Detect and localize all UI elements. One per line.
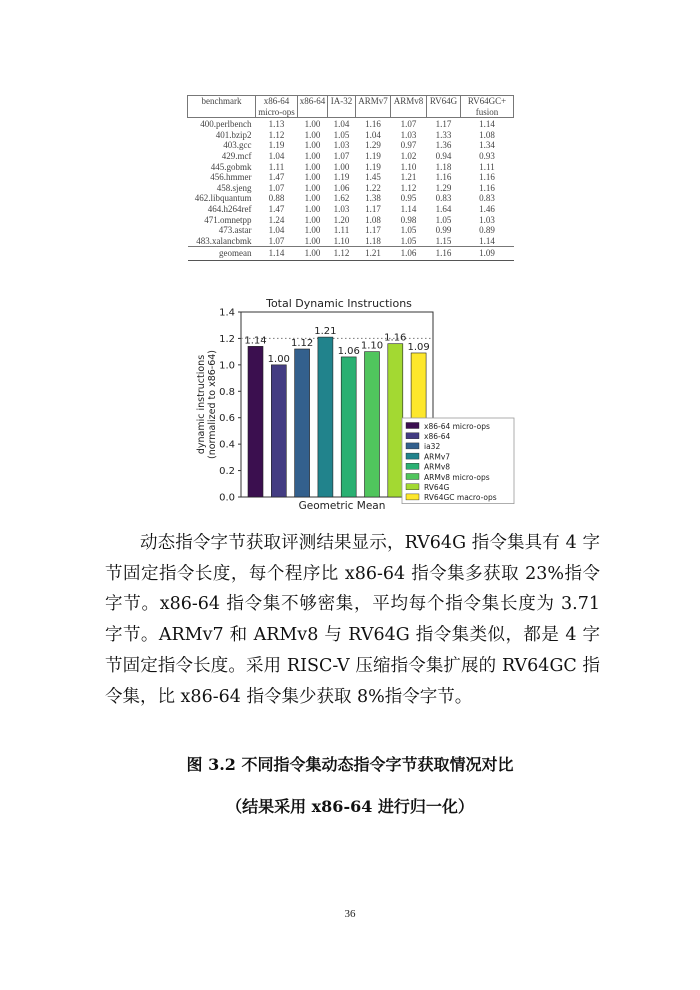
benchmark-data-table bbox=[187, 95, 514, 261]
body-paragraph-block bbox=[105, 528, 600, 712]
column-header: x86-64 micro-ops bbox=[256, 96, 298, 118]
value-cell: 1.19 bbox=[365, 161, 381, 172]
benchmark-name-cell: 400.perlbench bbox=[200, 119, 252, 130]
chart-svg bbox=[190, 294, 520, 519]
column-header: benchmark bbox=[188, 96, 256, 118]
value-cell: 1.12 bbox=[400, 182, 417, 193]
bar-armv8-micro-ops bbox=[365, 352, 380, 497]
benchmark-name-cell: 429.mcf bbox=[221, 150, 252, 161]
value-cell: 1.03 bbox=[400, 129, 417, 140]
value-cell: 1.14 bbox=[479, 235, 495, 246]
table-row bbox=[188, 225, 514, 236]
value-cell: 1.13 bbox=[268, 119, 285, 130]
legend-swatch bbox=[406, 423, 419, 429]
benchmark-table bbox=[187, 95, 513, 261]
value-cell: 1.15 bbox=[435, 235, 452, 246]
table-header bbox=[188, 96, 514, 118]
value-cell: 1.17 bbox=[365, 203, 381, 214]
benchmark-name-cell: 456.hmmer bbox=[210, 172, 252, 183]
value-cell: 1.05 bbox=[333, 129, 350, 140]
x-axis-label: Geometric Mean bbox=[298, 500, 386, 512]
value-cell: 1.00 bbox=[304, 193, 321, 204]
value-cell: 1.47 bbox=[268, 172, 285, 183]
benchmark-name-cell: 462.libquantum bbox=[194, 193, 252, 204]
value-cell: 1.08 bbox=[365, 214, 381, 225]
y-tick-label: 1.2 bbox=[219, 333, 235, 345]
table-row bbox=[188, 236, 514, 247]
y-tick-label: 1.4 bbox=[219, 307, 235, 319]
value-cell: 1.21 bbox=[356, 247, 391, 261]
value-cell: 1.07 bbox=[268, 235, 285, 246]
value-cell: 1.00 bbox=[333, 161, 350, 172]
value-cell: 1.00 bbox=[304, 182, 321, 193]
y-tick-label: 0.0 bbox=[219, 492, 235, 504]
value-cell: 1.16 bbox=[365, 119, 381, 130]
table-row bbox=[188, 130, 514, 141]
value-cell: 1.07 bbox=[333, 150, 350, 161]
figure-caption: 图 3.2 不同指令集动态指令字节获取情况对比 bbox=[186, 755, 514, 774]
value-cell: 1.17 bbox=[435, 119, 452, 130]
value-cell: 1.00 bbox=[298, 247, 328, 261]
value-cell: 1.20 bbox=[333, 214, 350, 225]
value-cell: 1.24 bbox=[268, 214, 285, 225]
column-header: RV64G bbox=[427, 96, 461, 118]
body-paragraph: 动态指令字节获取评测结果显示，RV64G 指令集具有 4 字节固定指令长度，每个程序比 x86-64 指令集多获取 23%指令字节。x86-64 指令集不够密集，平均每个指令集长度为 3.71 字节。ARMv7 和 ARMv8 与 RV64G 指令集类似，都是 4 字节固定指令长度。采用 RISC-V 压缩指令集扩展的 RV64GC 指令集，比 x86-64 指令集少获取 8%指令字节。 bbox=[105, 533, 600, 707]
value-cell: 1.00 bbox=[304, 150, 321, 161]
value-cell: 1.45 bbox=[365, 172, 381, 183]
table-row bbox=[188, 204, 514, 215]
value-cell: 1.04 bbox=[365, 129, 381, 140]
legend-entry: x86-64 micro-ops bbox=[424, 421, 490, 431]
value-cell: 0.83 bbox=[435, 193, 452, 204]
value-cell: 1.03 bbox=[333, 203, 350, 214]
value-cell: 1.03 bbox=[479, 214, 495, 225]
table-row-geomean bbox=[188, 247, 514, 261]
legend-entry: ia32 bbox=[424, 442, 441, 452]
value-cell: 1.00 bbox=[304, 214, 321, 225]
value-cell: 1.07 bbox=[268, 182, 285, 193]
column-header: ARMv7 bbox=[356, 96, 391, 118]
benchmark-name-cell: 458.sjeng bbox=[216, 182, 252, 193]
value-cell: 1.14 bbox=[400, 203, 417, 214]
value-cell: 1.16 bbox=[479, 182, 495, 193]
value-cell: 1.12 bbox=[268, 129, 285, 140]
benchmark-name-cell: 401.bzip2 bbox=[215, 129, 252, 140]
table-row bbox=[188, 118, 514, 130]
legend-entry: ARMv8 bbox=[424, 462, 451, 472]
value-cell: 1.06 bbox=[333, 182, 350, 193]
value-cell: 1.00 bbox=[304, 203, 321, 214]
column-header: RV64GC+ fusion bbox=[461, 96, 514, 118]
value-cell: 1.03 bbox=[333, 140, 350, 151]
value-cell: 1.22 bbox=[365, 182, 381, 193]
column-header: IA-32 bbox=[328, 96, 356, 118]
value-cell: 1.09 bbox=[461, 247, 514, 261]
value-cell: 1.08 bbox=[479, 129, 495, 140]
value-cell: 1.04 bbox=[268, 225, 285, 236]
bar-value-label: 1.06 bbox=[337, 345, 360, 357]
bar-value-label: 1.10 bbox=[360, 340, 384, 352]
table-row bbox=[188, 140, 514, 151]
bar-value-label: 1.09 bbox=[407, 341, 430, 353]
legend-entry: RV64G bbox=[424, 483, 450, 492]
benchmark-name-cell: 483.xalancbmk bbox=[196, 235, 252, 246]
benchmark-name-cell: 471.omnetpp bbox=[204, 214, 252, 225]
bar-value-label: 1.21 bbox=[314, 326, 337, 338]
value-cell: 1.04 bbox=[333, 119, 350, 130]
table-row bbox=[188, 183, 514, 194]
legend-entry: RV64GC macro-ops bbox=[424, 493, 497, 503]
bar-value-label: 1.14 bbox=[244, 335, 267, 347]
bar-armv7 bbox=[318, 337, 333, 497]
value-cell: 1.06 bbox=[391, 247, 427, 261]
table-row bbox=[188, 162, 514, 173]
value-cell: 1.14 bbox=[256, 247, 298, 261]
column-header: x86-64 bbox=[298, 96, 328, 118]
value-cell: 1.11 bbox=[333, 225, 350, 236]
y-axis-label: (normalized to x86-64) bbox=[207, 349, 218, 460]
legend-swatch bbox=[406, 453, 419, 459]
value-cell: 1.36 bbox=[435, 140, 452, 151]
value-cell: 1.16 bbox=[479, 172, 495, 183]
legend-box bbox=[402, 418, 514, 504]
y-tick-label: 0.2 bbox=[219, 466, 235, 478]
legend-swatch bbox=[406, 433, 419, 439]
value-cell: 1.10 bbox=[333, 235, 350, 246]
column-header: ARMv8 bbox=[391, 96, 427, 118]
legend-swatch bbox=[406, 494, 419, 500]
bar-x86-64 bbox=[271, 365, 286, 497]
value-cell: 1.16 bbox=[435, 172, 452, 183]
value-cell: 1.29 bbox=[365, 140, 381, 151]
value-cell: 1.00 bbox=[304, 225, 321, 236]
legend-entry: ARMv8 micro-ops bbox=[424, 472, 490, 482]
value-cell: 1.19 bbox=[333, 172, 350, 183]
legend-entry: x86-64 bbox=[424, 432, 451, 441]
bar-value-label: 1.00 bbox=[267, 353, 290, 365]
value-cell: 1.18 bbox=[435, 161, 452, 172]
bar-armv8 bbox=[341, 357, 356, 497]
value-cell: 1.00 bbox=[304, 172, 321, 183]
value-cell: 1.00 bbox=[304, 161, 321, 172]
value-cell: 1.18 bbox=[365, 235, 381, 246]
value-cell: 1.07 bbox=[400, 119, 417, 130]
value-cell: 0.89 bbox=[479, 225, 495, 236]
value-cell: 1.00 bbox=[304, 235, 321, 246]
value-cell: 1.33 bbox=[435, 129, 452, 140]
y-tick-label: 0.8 bbox=[219, 386, 235, 398]
value-cell: 0.83 bbox=[479, 193, 495, 204]
value-cell: 0.99 bbox=[435, 225, 452, 236]
value-cell: 1.00 bbox=[304, 140, 321, 151]
value-cell: 1.11 bbox=[479, 161, 495, 172]
value-cell: 1.62 bbox=[333, 193, 350, 204]
value-cell: 1.10 bbox=[400, 161, 417, 172]
benchmark-name-cell: 464.h264ref bbox=[207, 203, 252, 214]
legend-swatch bbox=[406, 474, 419, 480]
table-row bbox=[188, 215, 514, 226]
value-cell: 0.97 bbox=[400, 140, 417, 151]
value-cell: 1.46 bbox=[479, 203, 495, 214]
value-cell: 1.19 bbox=[268, 140, 285, 151]
value-cell: 1.47 bbox=[268, 203, 285, 214]
value-cell: 1.38 bbox=[365, 193, 381, 204]
value-cell: 1.04 bbox=[268, 150, 285, 161]
bar-rv64g bbox=[388, 344, 403, 497]
value-cell: 0.98 bbox=[400, 214, 417, 225]
value-cell: 0.94 bbox=[435, 150, 452, 161]
y-tick-label: 0.4 bbox=[219, 439, 235, 451]
chart-title: Total Dynamic Instructions bbox=[266, 297, 412, 310]
bar-value-label: 1.12 bbox=[290, 338, 314, 349]
value-cell: 1.05 bbox=[435, 214, 452, 225]
value-cell: 1.21 bbox=[400, 172, 417, 183]
table-row bbox=[188, 193, 514, 204]
value-cell: 0.93 bbox=[479, 150, 495, 161]
y-tick-label: 1.0 bbox=[219, 360, 235, 372]
benchmark-name-cell: geomean bbox=[188, 247, 256, 261]
figure-caption-subtitle: （结果采用 x86-64 进行归一化） bbox=[226, 797, 474, 816]
bar-ia32 bbox=[295, 349, 310, 497]
dynamic-instructions-chart bbox=[190, 294, 520, 519]
value-cell: 0.95 bbox=[400, 193, 417, 204]
y-tick-label: 0.6 bbox=[219, 413, 235, 425]
value-cell: 1.11 bbox=[268, 161, 285, 172]
table-body bbox=[188, 118, 514, 261]
legend-swatch bbox=[406, 484, 419, 490]
y-axis-label: dynamic instructions bbox=[196, 354, 207, 455]
value-cell: 1.00 bbox=[304, 119, 321, 130]
legend-swatch bbox=[406, 463, 419, 469]
value-cell: 1.05 bbox=[400, 225, 417, 236]
value-cell: 1.05 bbox=[400, 235, 417, 246]
benchmark-name-cell: 403.gcc bbox=[223, 140, 252, 151]
value-cell: 0.88 bbox=[268, 193, 285, 204]
benchmark-name-cell: 473.astar bbox=[218, 225, 252, 236]
value-cell: 1.12 bbox=[328, 247, 356, 261]
value-cell: 1.19 bbox=[365, 150, 381, 161]
bar-x86-64-micro-ops bbox=[248, 346, 263, 497]
legend-swatch bbox=[406, 443, 419, 449]
value-cell: 1.02 bbox=[400, 150, 417, 161]
value-cell: 1.16 bbox=[427, 247, 461, 261]
value-cell: 1.17 bbox=[365, 225, 381, 236]
value-cell: 1.29 bbox=[435, 182, 452, 193]
legend-entry: ARMv7 bbox=[424, 452, 451, 462]
page-number: 36 bbox=[344, 908, 356, 920]
value-cell: 1.64 bbox=[435, 203, 452, 214]
value-cell: 1.00 bbox=[304, 129, 321, 140]
bar-value-label: 1.16 bbox=[384, 332, 407, 344]
value-cell: 1.34 bbox=[479, 140, 495, 151]
table-row bbox=[188, 172, 514, 183]
table-row bbox=[188, 151, 514, 162]
value-cell: 1.14 bbox=[479, 119, 495, 130]
benchmark-name-cell: 445.gobmk bbox=[210, 161, 252, 172]
